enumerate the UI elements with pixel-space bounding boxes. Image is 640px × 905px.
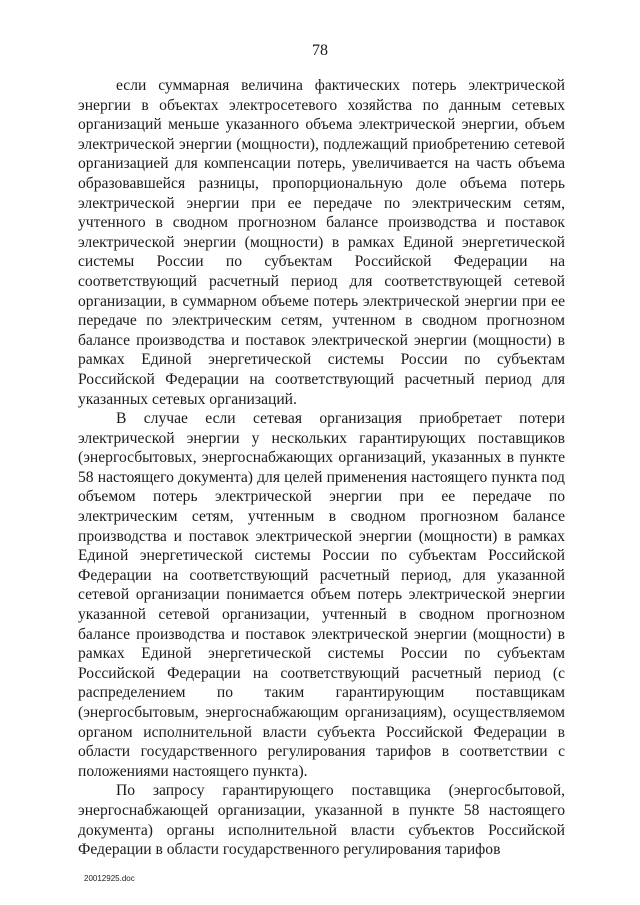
page-number: 78 (312, 42, 328, 59)
paragraph-1: если суммарная величина фактических потерь электрической энергии в объектах электросетевого хозяйства по данным сетевых организаций меньше указанного объема электрической энергии, объем электрической энергии (мощности), подлежащий приобретению сетевой организацией для компенсации потерь, увеличивается на часть объема образовавшейся разницы, пропорциональную доле объема потерь электрической энергии при ее передаче по электрическим сетям, учтенного в сводном прогнозном балансе производства и поставок электрической энергии (мощности) в рамках Единой энергетической системы России по субъектам Российской Федерации на соответствующий расчетный период для соответствующей сетевой организации, в суммарном объеме потерь электрической энергии при ее передаче по электрическим сетям, учтенном в сводном прогнозном балансе производства и поставок электрической энергии (мощности) в рамках Единой энергетической системы России по субъектам Российской Федерации на соответствующий расчетный период для указанных сетевых организаций. (78, 77, 565, 408)
body-text (78, 76, 565, 860)
paragraph-3: По запросу гарантирующего поставщика (энергосбытовой, энергоснабжающей организации, указанной в пункте 58 настоящего документа) органы исполнительной власти субъектов Российской Федерации в области государственного регулирования тарифов (78, 782, 565, 859)
footer-filename: 20012925.doc (84, 874, 135, 883)
paragraph-2: В случае если сетевая организация приобретает потери электрической энергии у нескольких гарантирующих поставщиков (энергосбытовых, энергоснабжающих организаций, указанных в пункте 58 настоящего документа) для целей применения настоящего пункта под объемом потерь электрической энергии при ее передаче по электрическим сетям, учтенным в сводном прогнозном балансе производства и поставок электрической энергии (мощности) в рамках Единой энергетической системы России по субъектам Российской Федерации на соответствующий расчетный период, для указанной сетевой организации понимается объем потерь электрической энергии указанной сетевой организации, учтенный в сводном прогнозном балансе производства и поставок электрической энергии (мощности) в рамках Единой энергетической системы России по субъектам Российской Федерации на соответствующий расчетный период (с распределением по таким гарантирующим поставщикам (энергосбытовым, энергоснабжающим организациям), осуществляемом органом исполнительной власти субъекта Российской Федерации в области государственного регулирования тарифов в соответствии с положениями настоящего пункта). (78, 410, 565, 780)
